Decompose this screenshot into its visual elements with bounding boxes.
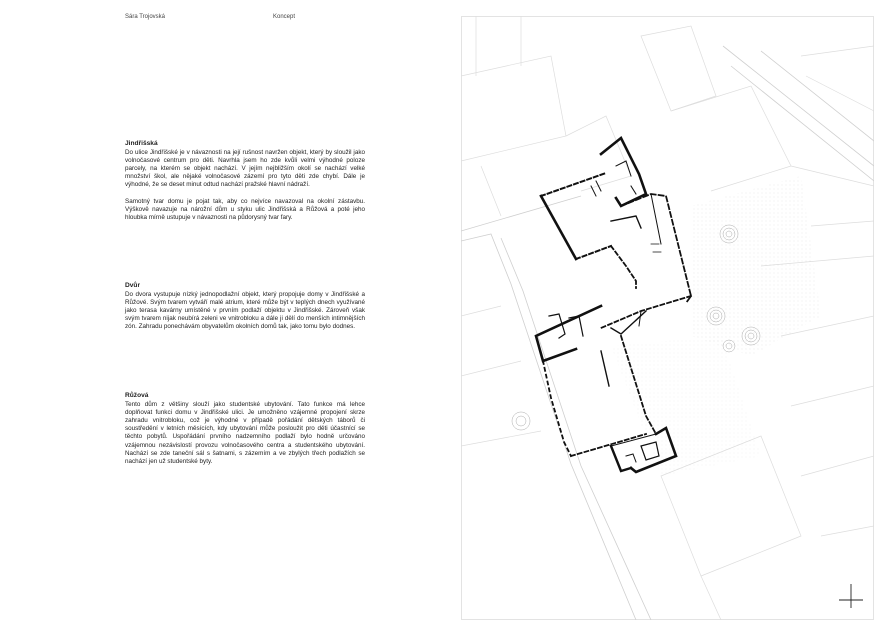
site-plan-drawing bbox=[461, 16, 874, 620]
section-paragraph: Do ulice Jindřišské je v návaznosti na její rušnost navržen objekt, který by sloužil jako volnočasové centrum pro děti. Navrhla jsem ho zde kvůli velmi výhodné poloze parcely, na kterém se objekt nachází. V jejím nejbližším okolí se nachází velké množství škol, ale nějaké volnočasové zázemí pro tyto děti zde chybí. Dále je výhodné, že se deset minut odtud nachází pražské hlavní nádraží. bbox=[125, 149, 365, 189]
section-ruzova bbox=[125, 392, 365, 474]
section-title: Jindřišská bbox=[125, 140, 158, 147]
north-arrow-icon bbox=[839, 584, 863, 608]
section-title: Růžová bbox=[125, 392, 149, 399]
section-paragraph: Do dvora vystupuje nízký jednopodlažní objekt, který propojuje domy v Jindřišské a Růžové. Svým tvarem vytváří malé atrium, které může být v teplých dnech využívané jako terasa kavárny umístěné v prvním podlaží objektu v Jindřišské. Zároveň však svým tvarem nijak neubírá zeleni ve vnitrobloku a dále ji dělí do menších intimnějších zón. Zahradu ponechávám obyvatelům okolních domů tak, jako tomu bylo dodnes. bbox=[125, 291, 365, 331]
author-name: Sára Trojovská bbox=[125, 14, 166, 20]
street-lines bbox=[461, 46, 874, 620]
section-label: Koncept bbox=[273, 14, 296, 20]
section-paragraph: Tento dům z většiny slouží jako studentské ubytování. Tato funkce má lehce doplňovat funkci domu v Jindřišské ulici. Je umožněno vzájemné propojení skrze zahradu vnitrobloku, což je výhodné v případě pořádání dětských táborů či soustředění v letních měsících, kdy ubytování může posloužit pro děti účastnící se těchto pobytů. Uspořádání prvního nadzemního podlaží bylo hodně určováno vzájemnou nezávislostí provozu volnočasového centra a studentského ubytování. Nachází se zde taneční sál s šatnami, s zázemím a ve zbylých třech podlažích se nachází jen už studentské byty. bbox=[125, 401, 365, 465]
section-paragraph: Samotný tvar domu je pojat tak, aby co nejvíce navazoval na okolní zástavbu. Výškově navazuje na nárožní dům u styku ulic Jindřišská a Růžová a poté jeho hloubka mírně ustupuje v návaznosti na půdorysný tvar fary. bbox=[125, 197, 365, 221]
courtyard-garden bbox=[611, 176, 821, 476]
section-jindrisska bbox=[125, 140, 365, 230]
section-title: Dvůr bbox=[125, 282, 141, 289]
section-dvur bbox=[125, 282, 365, 340]
